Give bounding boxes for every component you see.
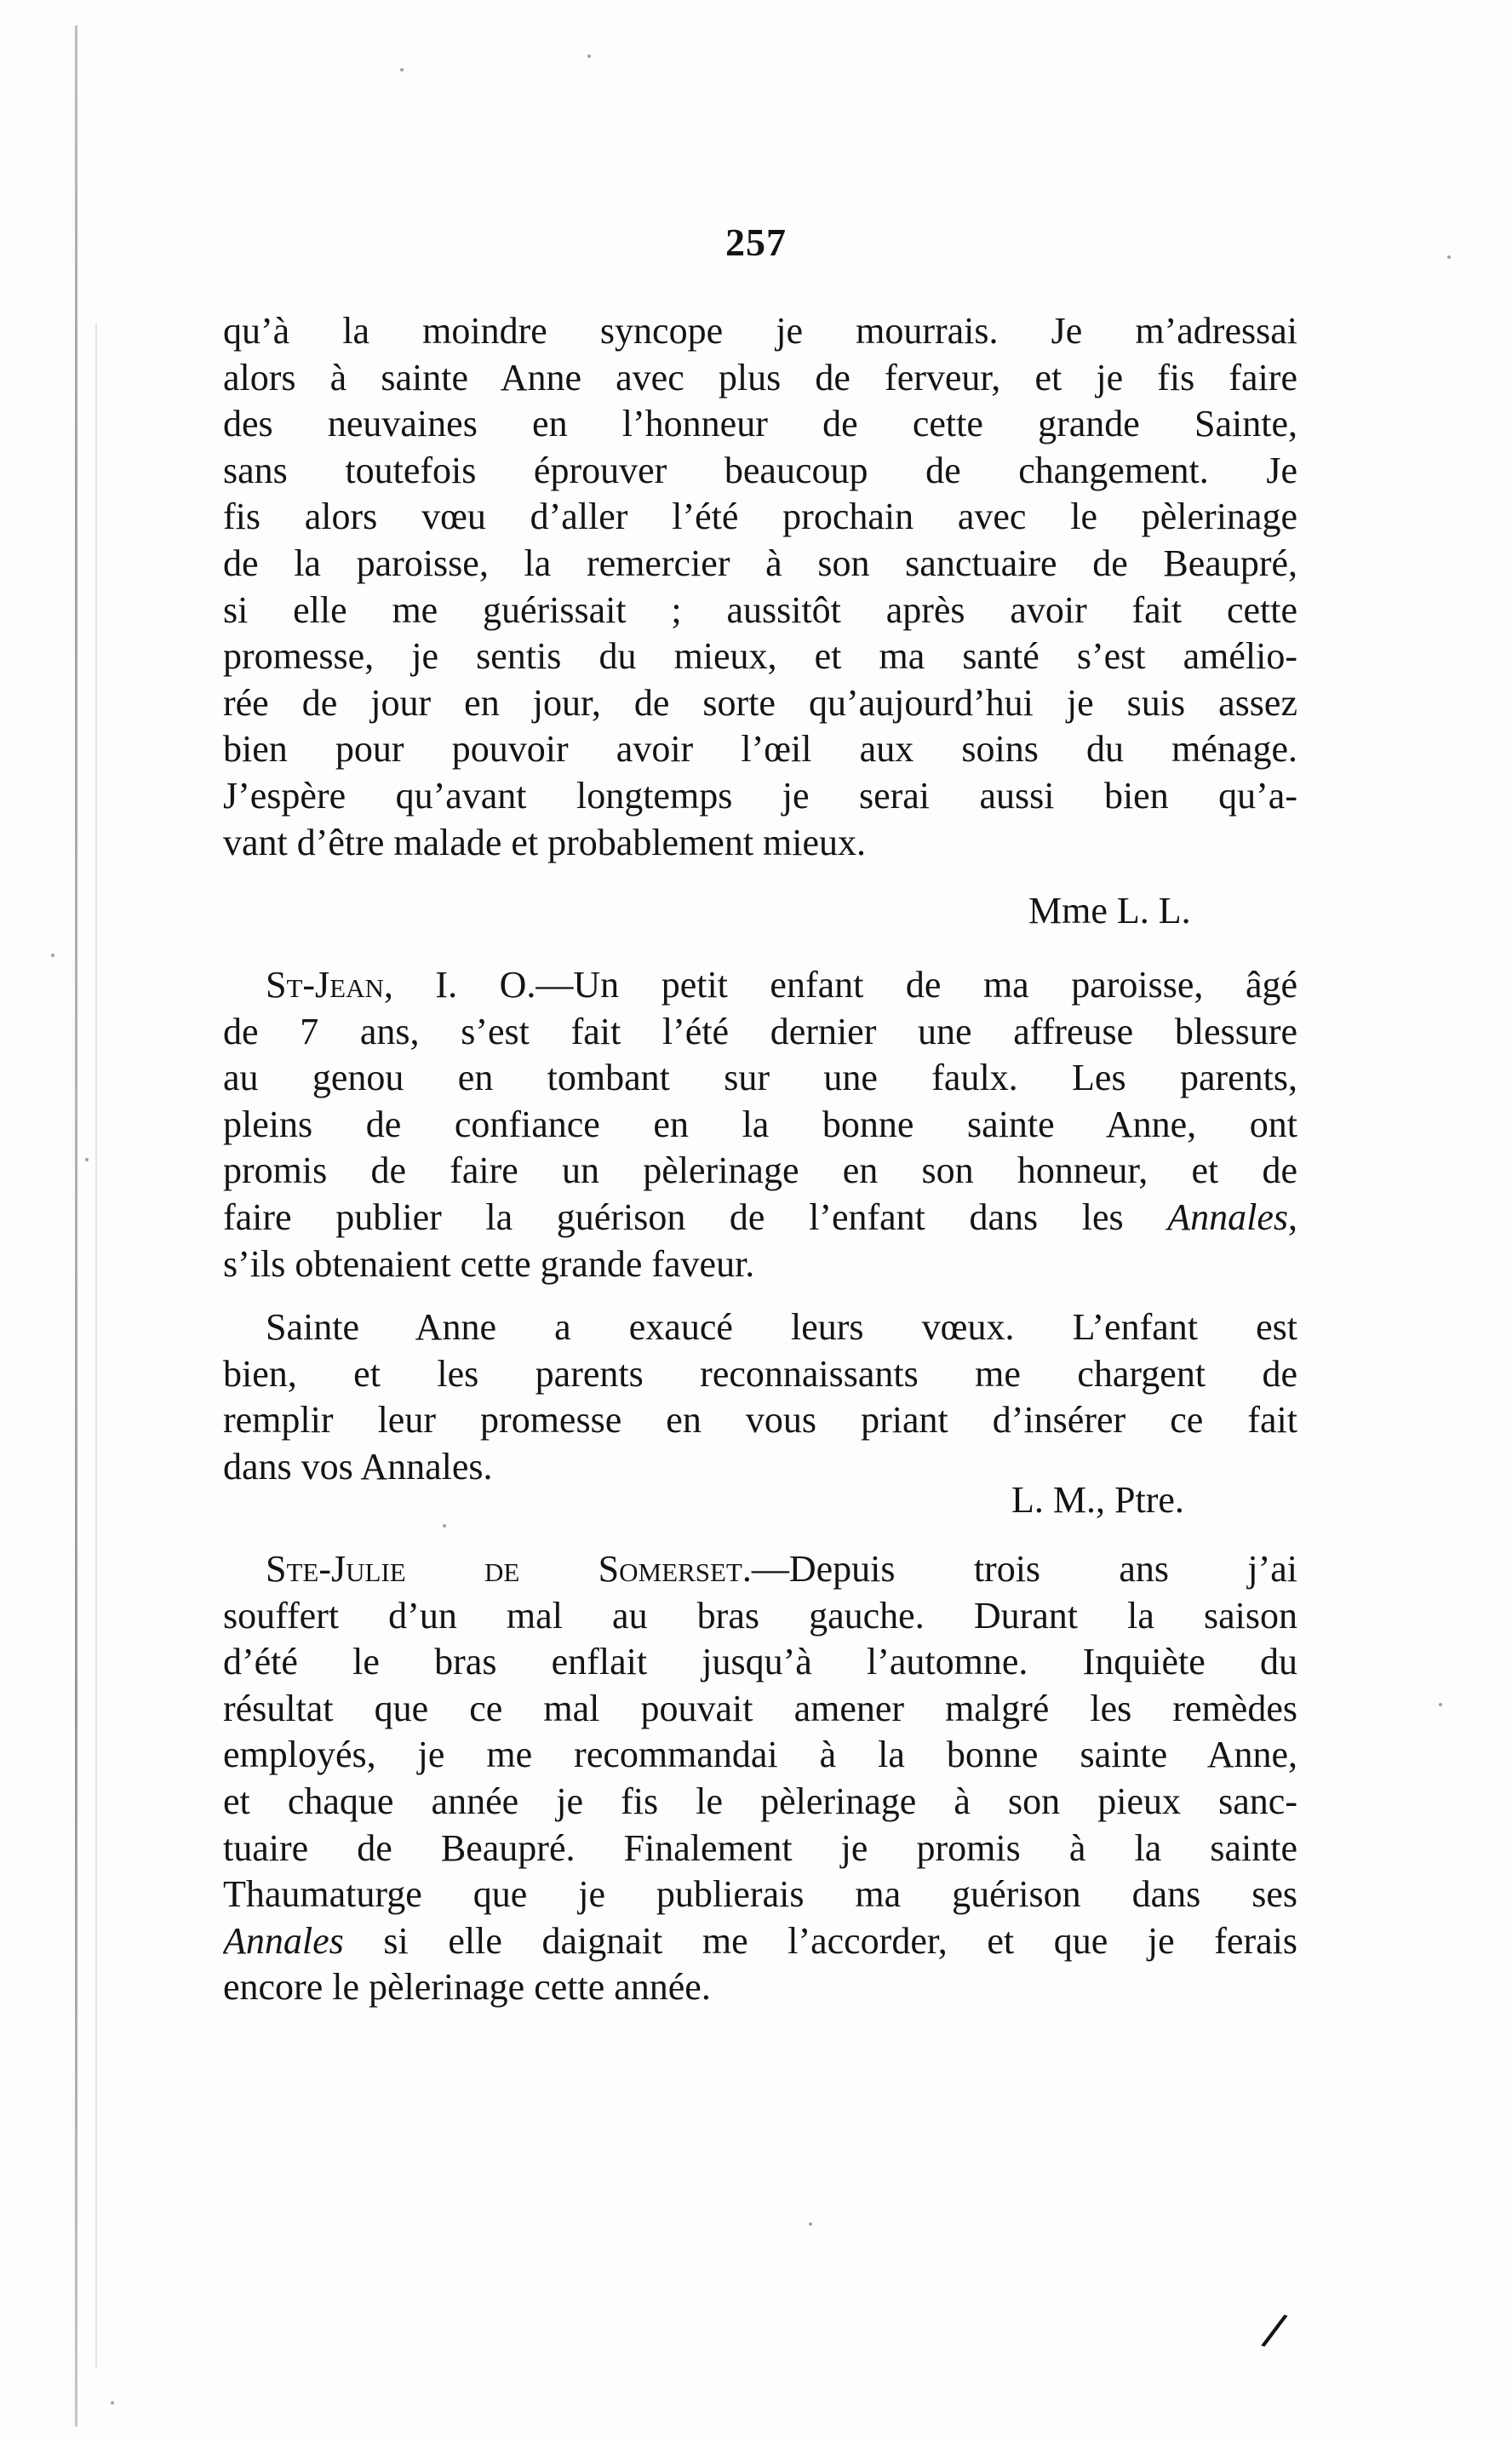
scan-speck	[809, 2222, 812, 2226]
text-line: Sainte Anne a exaucé leurs vœux. L’enfant est	[266, 1306, 1297, 1348]
text-line: sans toutefois éprouver beaucoup de changement. Je	[223, 449, 1297, 491]
text-line: et chaque année je fis le pèlerinage à son pieux sanc-	[223, 1780, 1297, 1822]
text-line: fis alors vœu d’aller l’été prochain avec le pèlerinage	[223, 496, 1297, 538]
text-line: résultat que ce mal pouvait amener malgré les remèdes	[223, 1687, 1297, 1729]
text-line	[223, 1195, 1297, 1241]
text-line: vant d’être malade et probablement mieux.	[223, 821, 867, 863]
paragraph-2	[223, 962, 1297, 1287]
text-fragment: ,	[1288, 1195, 1297, 1238]
signature-lm-ptre: L. M., Ptre.	[1011, 1479, 1184, 1521]
text-line: de 7 ans, s’est fait l’été dernier une affreuse blessure	[223, 1010, 1297, 1052]
place-name-st-jean: St-Jean, I. O.	[266, 964, 536, 1006]
italic-annales: Annales	[1167, 1195, 1288, 1238]
text-line: qu’à la moindre syncope je mourrais. Je m’adressai	[223, 310, 1297, 352]
text-line: de la paroisse, la remercier à son sanctuaire de Beaupré,	[223, 542, 1297, 584]
text-line	[223, 1918, 1297, 1965]
text-line: s’ils obtenaient cette grande faveur.	[223, 1242, 755, 1285]
signature-mme-ll: Mme L. L.	[1028, 890, 1191, 932]
text-line: J’espère qu’avant longtemps je serai aussi bien qu’a-	[223, 774, 1297, 817]
text-line: pleins de confiance en la bonne sainte Anne, ont	[223, 1103, 1297, 1145]
text-line: encore le pèlerinage cette année.	[223, 1966, 711, 2009]
page-number: 257	[725, 221, 787, 264]
text-line: dans vos Annales.	[223, 1445, 493, 1488]
text-line: promis de faire un pèlerinage en son honneur, et de	[223, 1149, 1297, 1192]
scan-edge-line-faint	[95, 324, 97, 2367]
text-line: bien pour pouvoir avoir l’œil aux soins du ménage.	[223, 728, 1297, 771]
text-line: si elle me guérissait ; aussitôt après avoir fait cette	[223, 588, 1297, 631]
paragraph-1	[223, 308, 1297, 866]
text-fragment: faire publier la guérison de l’enfant dans les	[223, 1195, 1124, 1238]
scan-speck	[85, 1158, 89, 1161]
text-fragment: —Un petit enfant de ma paroisse, âgé	[536, 964, 1297, 1006]
text-line: promesse, je sentis du mieux, et ma santé s’est amélio-	[223, 635, 1297, 678]
scan-speck	[443, 1524, 446, 1528]
text-line: Thaumaturge que je publierais ma guérison dans ses	[223, 1873, 1297, 1916]
paragraph-4	[223, 1546, 1297, 2011]
scan-speck	[51, 954, 54, 957]
text-line: remplir leur promesse en vous priant d’insérer ce fait	[223, 1399, 1297, 1442]
text-fragment: si elle daignait me l’accorder, et que je ferais	[343, 1919, 1297, 1962]
place-name-ste-julie: Ste-Julie de Somerset.	[266, 1548, 752, 1590]
text-line: rée de jour en jour, de sorte qu’aujourd’hui je suis assez	[223, 681, 1297, 724]
text-line: des neuvaines en l’honneur de cette grande Sainte,	[223, 403, 1297, 445]
paragraph-3	[223, 1304, 1297, 1490]
text-line	[223, 962, 1297, 1009]
text-line: au genou en tombant sur une faulx. Les parents,	[223, 1057, 1297, 1099]
scan-speck	[111, 2401, 114, 2405]
text-line: bien, et les parents reconnaissants me chargent de	[223, 1352, 1297, 1395]
text-fragment: —Depuis trois ans j’ai	[751, 1548, 1297, 1590]
italic-annales: Annales	[223, 1919, 344, 1962]
text-line: employés, je me recommandai à la bonne sainte Anne,	[223, 1734, 1297, 1776]
scan-speck	[587, 54, 591, 58]
scan-edge-line	[75, 26, 77, 2427]
stray-ink-mark: /	[1257, 2299, 1292, 2362]
text-line: alors à sainte Anne avec plus de ferveur, et je fis faire	[223, 356, 1297, 398]
text-line	[223, 1546, 1297, 1593]
text-line: d’été le bras enflait jusqu’à l’automne. Inquiète du	[223, 1641, 1297, 1683]
scan-speck	[1439, 1703, 1442, 1706]
scan-speck	[1447, 255, 1451, 259]
text-line: souffert d’un mal au bras gauche. Durant la saison	[223, 1594, 1297, 1637]
scan-speck	[400, 68, 404, 72]
text-line: tuaire de Beaupré. Finalement je promis à la sainte	[223, 1826, 1297, 1869]
